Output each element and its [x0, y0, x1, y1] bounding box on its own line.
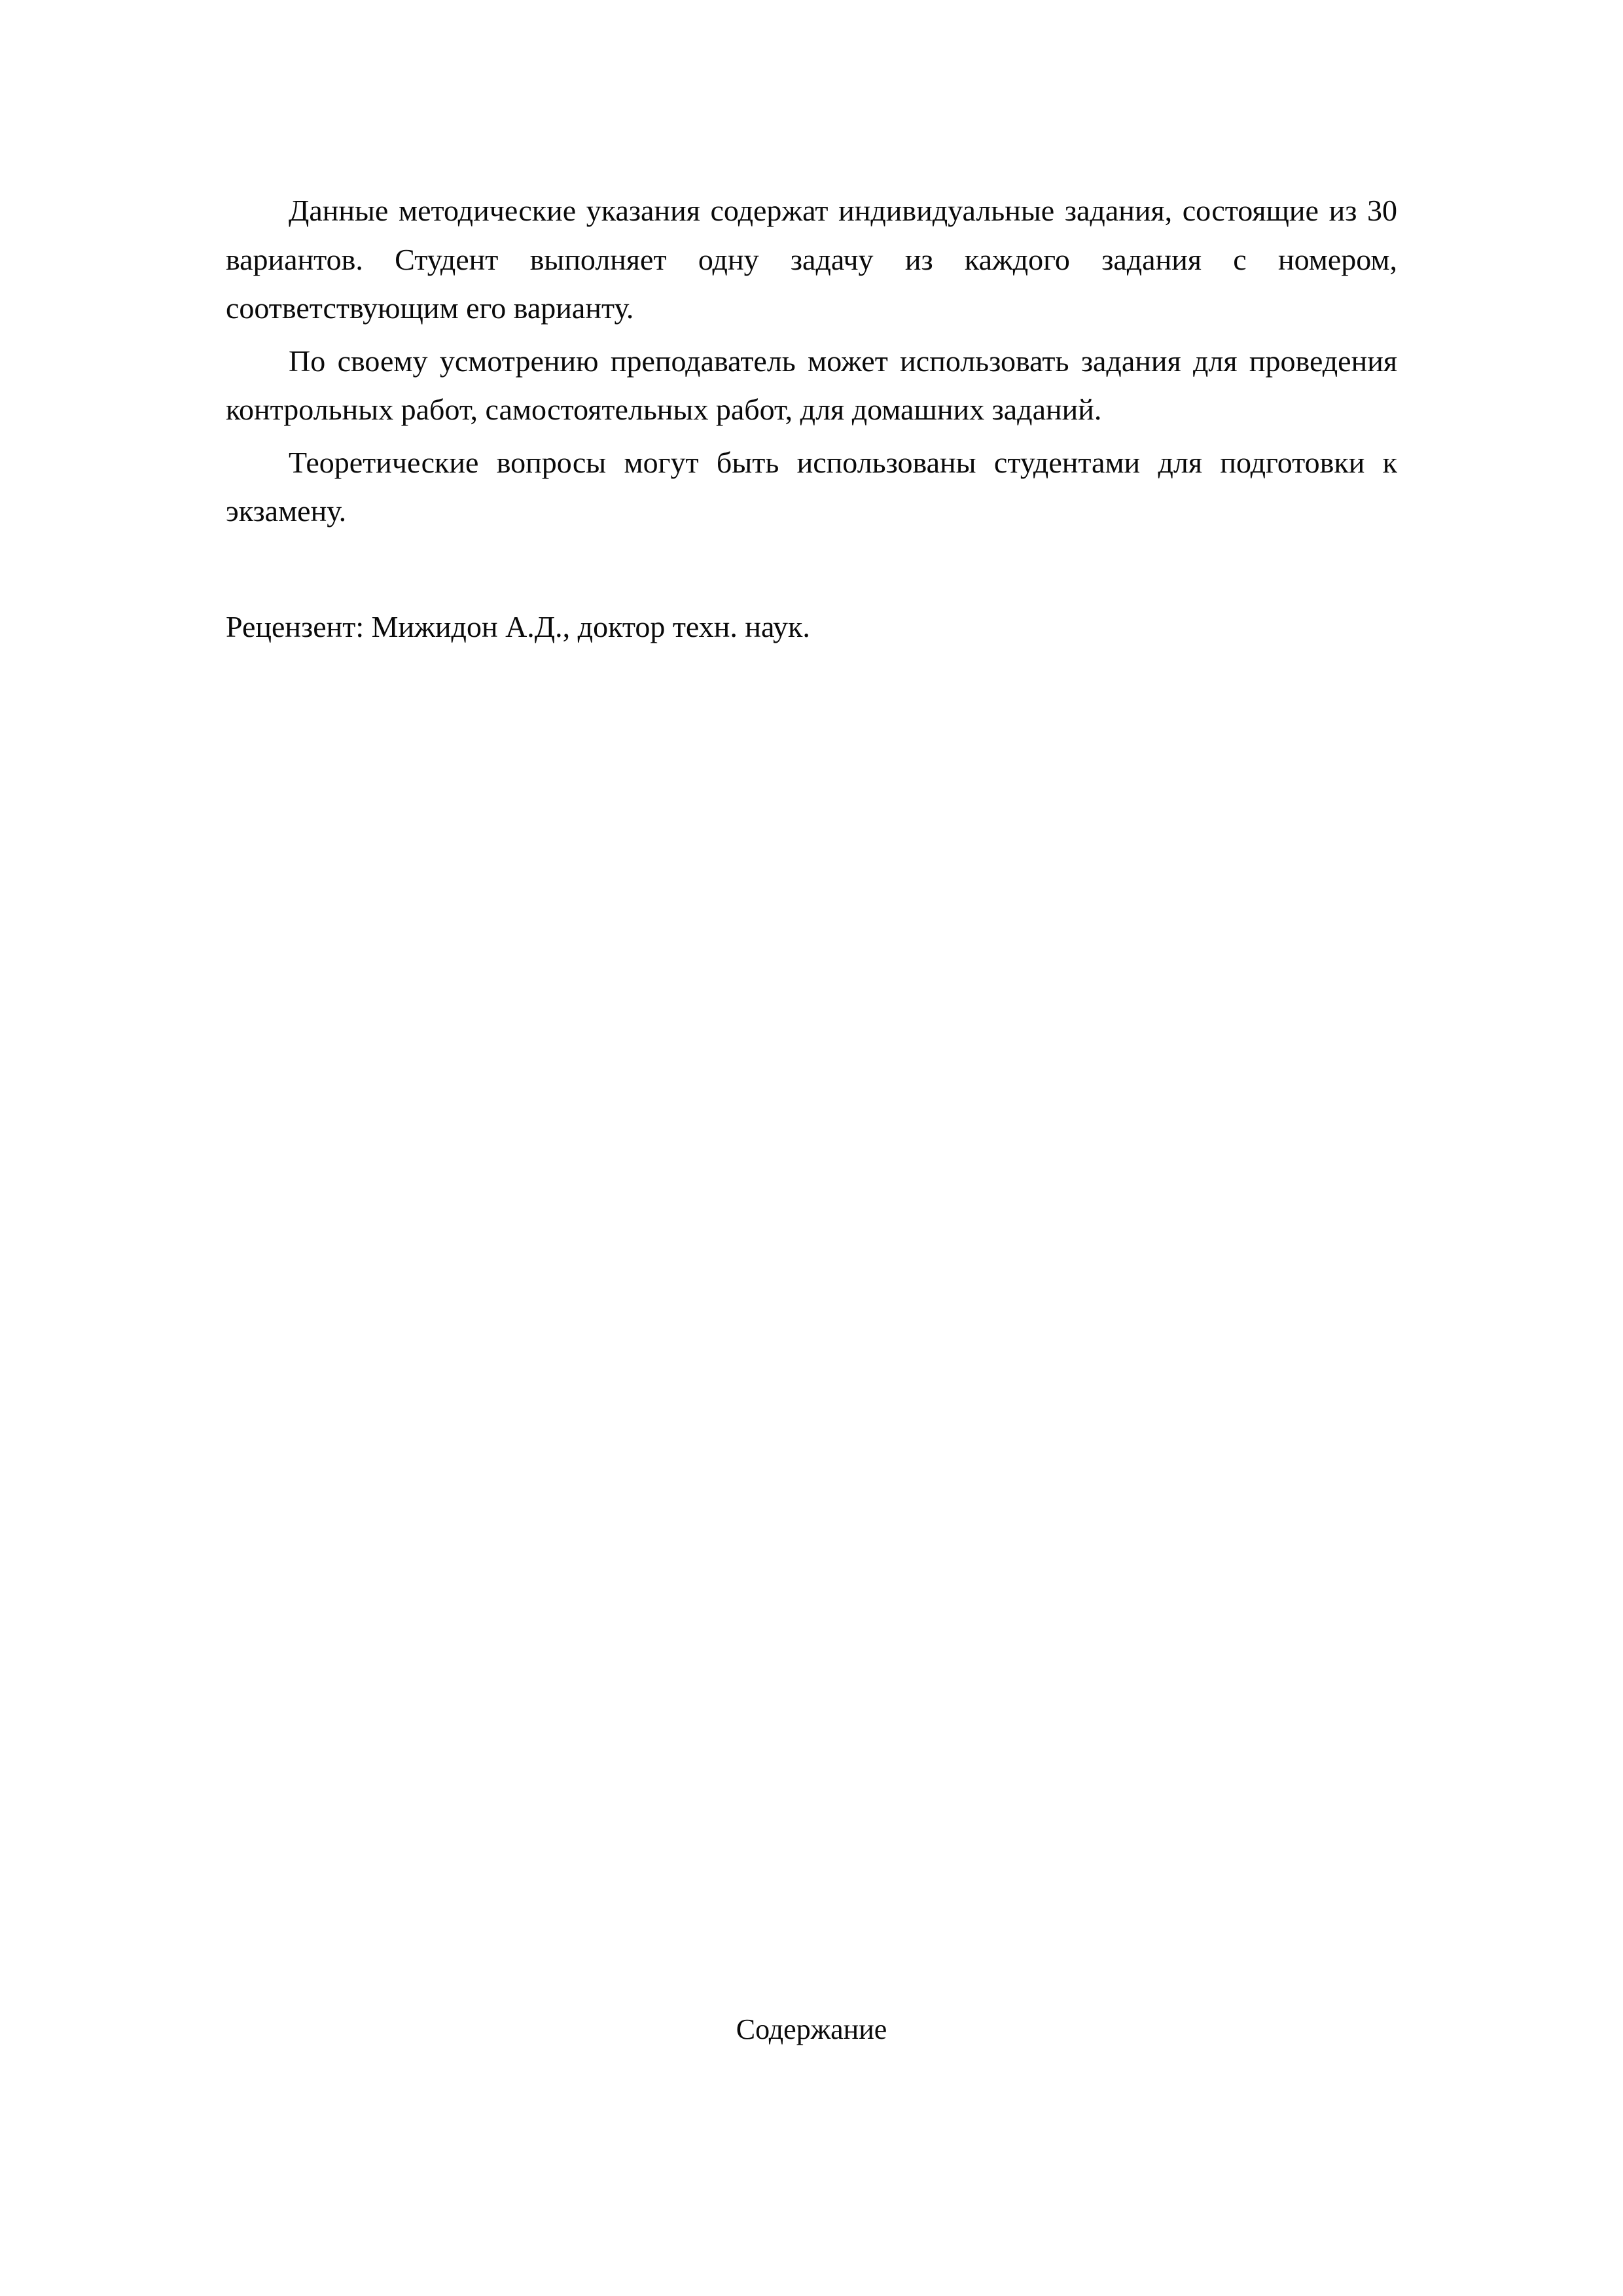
- page-body: [226, 187, 1397, 651]
- reviewer-line: Рецензент: Мижидон А.Д., доктор техн. наук.: [226, 609, 810, 643]
- contents-heading: Содержание: [736, 2013, 887, 2045]
- paragraph-spacer: [226, 540, 1397, 603]
- paragraph-intro: Данные методические указания содержат индивидуальные задания, состоящие из 30 вариантов. Студент выполняет одну задачу из каждого задания с номером, соответствующим его варианту.: [226, 194, 1397, 325]
- paragraph-theory-questions: Теоретические вопросы могут быть использованы студентами для подготовки к экзамену.: [226, 445, 1397, 528]
- paragraph-teacher-usage: По своему усмотрению преподаватель может использовать задания для проведения контрольных работ, самостоятельных работ, для домашних заданий.: [226, 344, 1397, 427]
